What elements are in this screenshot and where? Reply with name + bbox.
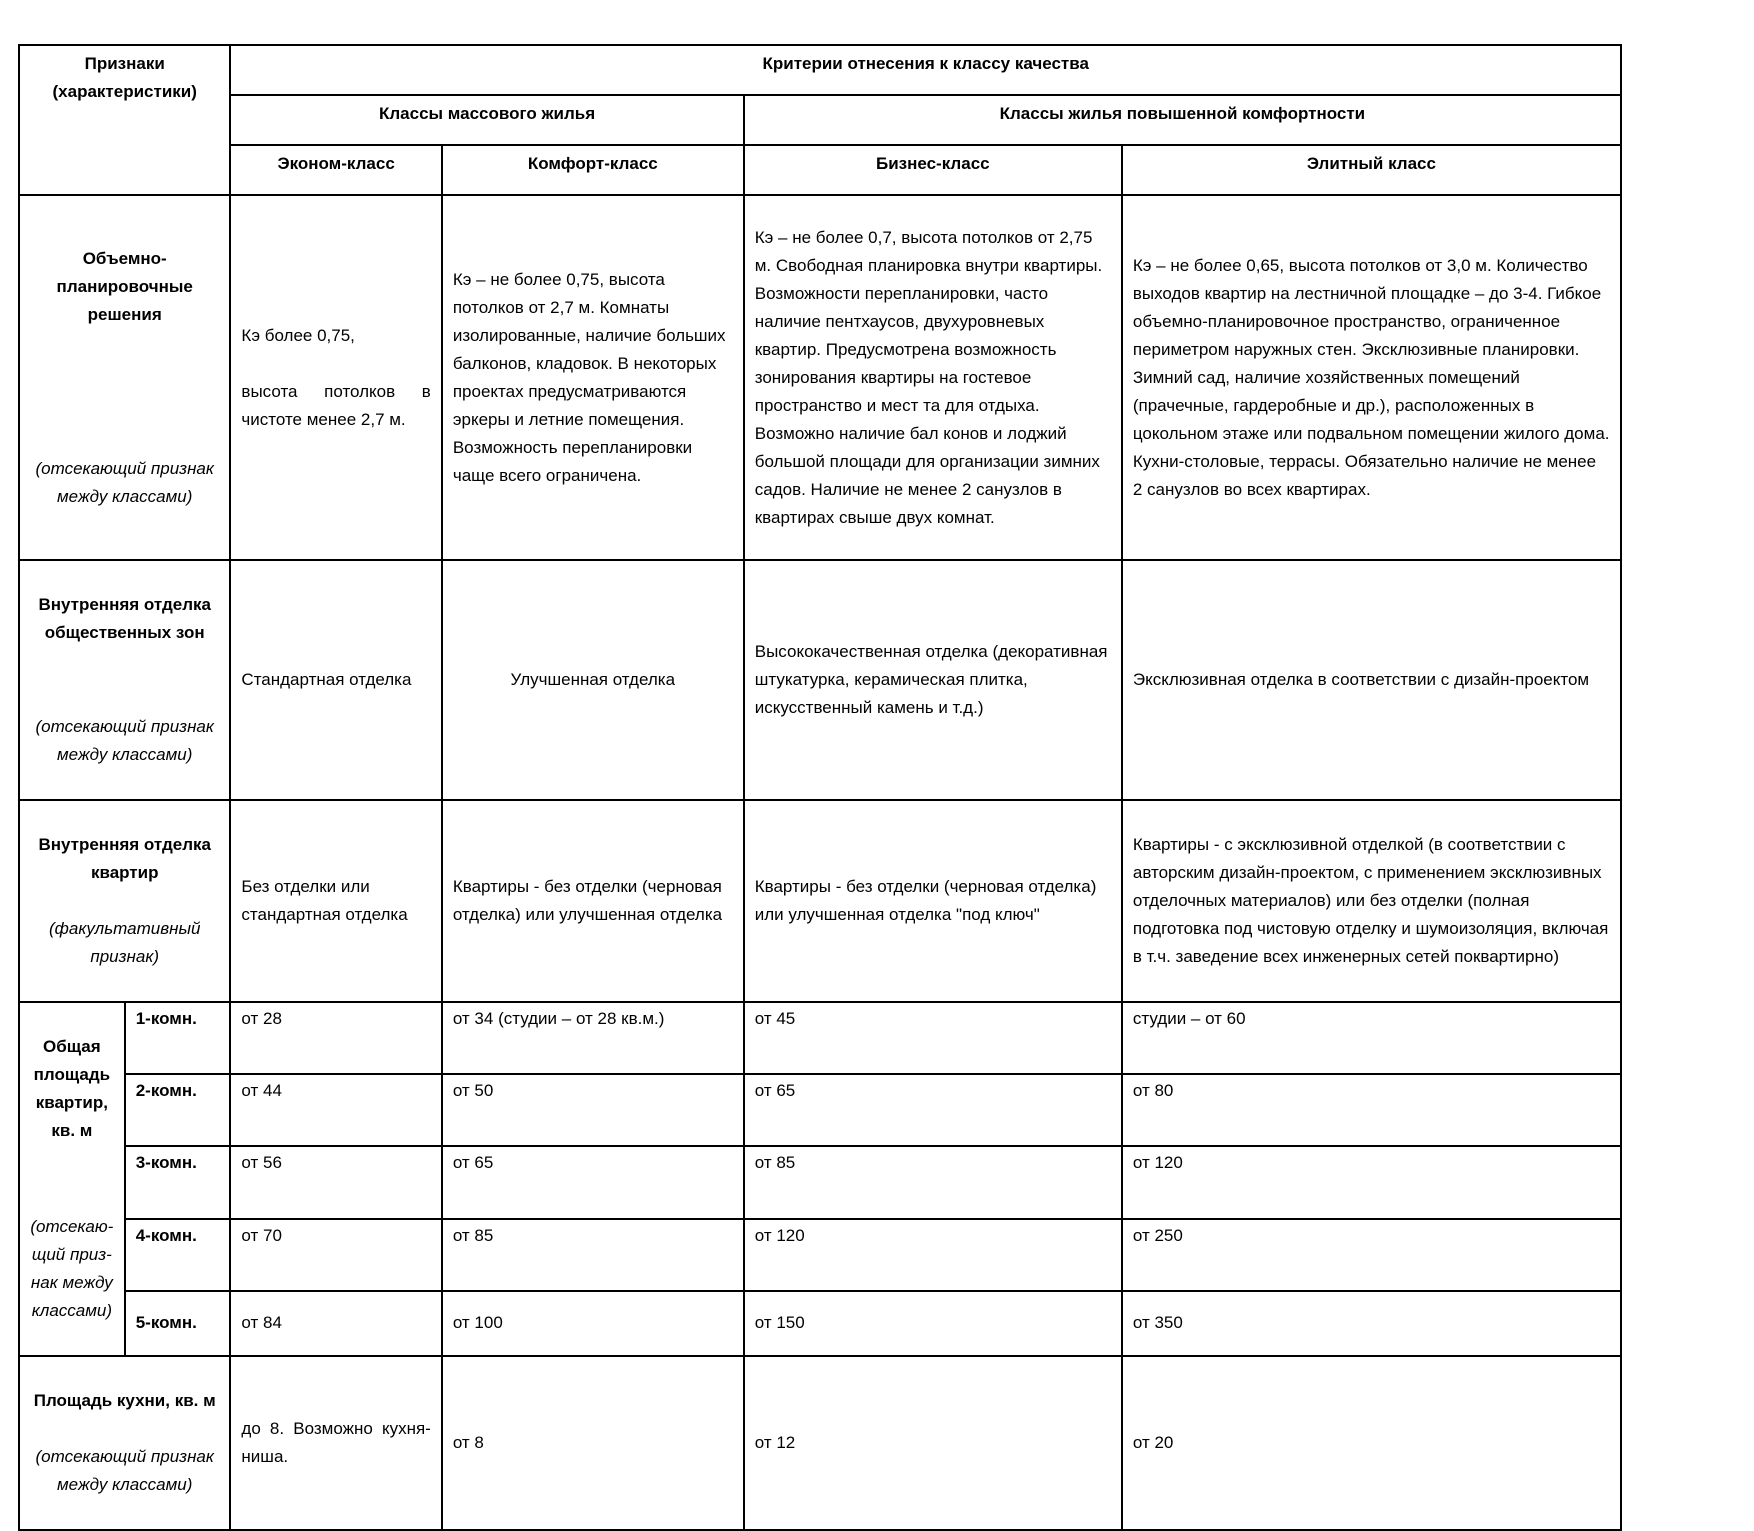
cell-elite: от 20 [1122, 1356, 1621, 1530]
row-note: (отсекаю- щий приз- нак между классами) [30, 1217, 114, 1320]
table-row [19, 1146, 1621, 1218]
row-label-layout [19, 195, 230, 560]
cell-elite: студии – от 60 [1122, 1002, 1621, 1074]
cell-economy: от 56 [230, 1146, 441, 1218]
header-comfort-plus-housing: Классы жилья повышенной комфортности [744, 95, 1621, 145]
cell-business: от 120 [744, 1219, 1122, 1291]
cell-elite: Квартиры - с эксклюзивной отделкой (в соответствии с авторским дизайн-проектом, с применением эксклюзивных отделочных материалов) или без отделки (полная подготовка под чистовую отделку и шумоизоляция, включая в т.ч. заведение всех инженерных сетей поквартирно) [1122, 800, 1621, 1002]
table-row [19, 1074, 1621, 1146]
cell-economy: Без отделки или стандартная отделка [230, 800, 441, 1002]
cell-comfort: Кэ – не более 0,75, высота потолков от 2,7 м. Комнаты изолированные, наличие больших балконов, кладовок. В некоторых проектах предусматриваются эркеры и летние помещения. Возможность перепланировки чаще всего ограничена. [442, 195, 744, 560]
row-title: Внутренняя отделка общественных зон [38, 595, 211, 642]
cell-economy: от 28 [230, 1002, 441, 1074]
row-note: (отсекающий признак между классами) [35, 717, 214, 764]
cell-business: от 45 [744, 1002, 1122, 1074]
cell-elite: от 250 [1122, 1219, 1621, 1291]
cell-comfort: Квартиры - без отделки (черновая отделка) или улучшенная отделка [442, 800, 744, 1002]
table-row [19, 195, 1621, 560]
header-elite: Элитный класс [1122, 145, 1621, 195]
cell-business: от 150 [744, 1291, 1122, 1356]
cell-elite: от 80 [1122, 1074, 1621, 1146]
cell-comfort: от 50 [442, 1074, 744, 1146]
cell-business: от 85 [744, 1146, 1122, 1218]
cell-comfort: от 100 [442, 1291, 744, 1356]
rooms-label: 3-комн. [125, 1146, 231, 1218]
cell-business: Квартиры - без отделки (черновая отделка) или улучшенная отделка "под ключ" [744, 800, 1122, 1002]
cell-comfort: от 34 (студии – от 28 кв.м.) [442, 1002, 744, 1074]
row-title: Внутренняя отделка квартир [38, 835, 211, 882]
header-economy: Эконом-класс [230, 145, 441, 195]
row-title: Площадь кухни, кв. м [33, 1391, 216, 1410]
row-label-kitchen [19, 1356, 230, 1530]
row-title: Объемно- планировочные решения [56, 248, 193, 324]
cell-comfort: Улучшенная отделка [442, 560, 744, 800]
cell-comfort: от 85 [442, 1219, 744, 1291]
quality-classes-table [18, 44, 1622, 1531]
header-criteria: Критерии отнесения к классу качества [230, 45, 1621, 95]
table-row [19, 1002, 1621, 1074]
table-row [19, 1356, 1621, 1530]
cell-economy: Кэ более 0,75, высота потолков в чистоте менее 2,7 м. [230, 195, 441, 560]
cell-elite: Эксклюзивная отделка в соответствии с дизайн-проектом [1122, 560, 1621, 800]
row-note: (факультативный признак) [49, 919, 201, 966]
rooms-label: 4-комн. [125, 1219, 231, 1291]
cell-comfort: от 8 [442, 1356, 744, 1530]
cell-economy: Стандартная отделка [230, 560, 441, 800]
cell-economy: до 8. Возможно кухня-ниша. [230, 1356, 441, 1530]
cell-economy: от 84 [230, 1291, 441, 1356]
cell-comfort: от 65 [442, 1146, 744, 1218]
table-row [19, 1291, 1621, 1356]
cell-economy: от 70 [230, 1219, 441, 1291]
cell-elite: Кэ – не более 0,65, высота потолков от 3,0 м. Количество выходов квартир на лестничной площадке – до 3-4. Гибкое объемно-планировочное пространство, ограниченное периметром наружных стен. Эксклюзивные планировки. Зимний сад, наличие хозяйственных помещений (прачечные, гардеробные и др.), расположенных в цокольном этаже или подвальном помещении жилого дома. Кухни-столовые, террасы. Обязательно наличие не менее 2 санузлов во всех квартирах. [1122, 195, 1621, 560]
header-business: Бизнес-класс [744, 145, 1122, 195]
cell-business: Кэ – не более 0,7, высота потолков от 2,75 м. Свободная планировка внутри квартиры. Возможности перепланировки, часто наличие пентхаусов, двухуровневых квартир. Предусмотрена возможность зонирования квартиры на гостевое пространство и мест та для отдыха. Возможно наличие бал конов и лоджий большой площади для организации зимних садов. Наличие не менее 2 санузлов в квартирах свыше двух комнат. [744, 195, 1122, 560]
cell-business: от 65 [744, 1074, 1122, 1146]
cell-economy: от 44 [230, 1074, 441, 1146]
row-label-apartments [19, 800, 230, 1002]
header-mass-housing: Классы массового жилья [230, 95, 743, 145]
row-label-area [19, 1002, 125, 1356]
rooms-label: 5-комн. [125, 1291, 231, 1356]
row-note: (отсекающий признак между классами) [35, 458, 214, 506]
rooms-label: 2-комн. [125, 1074, 231, 1146]
header-features: Признаки (характеристики) [19, 45, 230, 195]
cell-elite: от 350 [1122, 1291, 1621, 1356]
table-row [19, 560, 1621, 800]
header-comfort: Комфорт-класс [442, 145, 744, 195]
cell-business: Высококачественная отделка (декоративная штукатурка, керамическая плитка, искусственный камень и т.д.) [744, 560, 1122, 800]
cell-elite: от 120 [1122, 1146, 1621, 1218]
table-row [19, 1219, 1621, 1291]
row-label-public [19, 560, 230, 800]
rooms-label: 1-комн. [125, 1002, 231, 1074]
cell-business: от 12 [744, 1356, 1122, 1530]
row-note: (отсекающий признак между классами) [35, 1447, 214, 1494]
table-row [19, 800, 1621, 1002]
row-title: Общая площадь квартир, кв. м [33, 1037, 111, 1140]
